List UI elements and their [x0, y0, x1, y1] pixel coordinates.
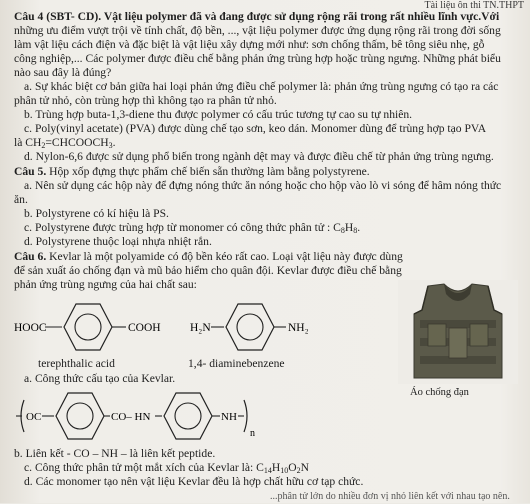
kevlar-structure [14, 388, 264, 444]
q4-option-a-line-1: a. Sự khác biệt cơ bản giữa hai loại phản ứng điều chế polymer là: phản ứng trùng ngưng có tạo ra các [24, 80, 499, 93]
q5-option-b: b. Polystyrene có kí hiệu là PS. [24, 207, 169, 220]
header-note: Tài liệu ôn thi TN.THPT [424, 0, 524, 11]
q4-option-c-line-1: c. Poly(vinyl acetate) (PVA) được dùng chế tạo sơn, keo dán. Monomer dùng để trùng hợp tạo PVA [24, 122, 487, 135]
diaminebenzene-label: 1,4- diaminebenzene [188, 357, 285, 370]
q6-line-1-rest: Kevlar là một polyamide có độ bền kéo rất cao. Loại vật liệu này được dùng [46, 250, 403, 263]
q4-line-2: những ưu điểm vượt trội về tính chất, độ bền, ..., vật liệu polymer được ứng dụng rộng rãi trong đời sống [14, 24, 501, 37]
kevlar-middle-group: CO– HN [111, 411, 151, 423]
terephthalic-acid-structure [14, 300, 164, 352]
q5-option-d: d. Polystyrene thuộc loại nhựa nhiệt rắn. [24, 235, 212, 248]
q5-number: Câu 5. [14, 165, 47, 178]
diaminebenzene-structure [190, 300, 320, 352]
q5-option-c: c. Polystyrene được trùng hợp từ monomer có công thức phân tử : $C_8H_8$. [24, 221, 361, 235]
q5-line-1-rest: Hộp xốp đựng thực phẩm chế biến sẵn thường làm bằng polystyrene. [46, 165, 370, 178]
q6-line-2: để sản xuất áo chống đạn và mũ bảo hiểm cho quân đội. Kevlar được điều chế bằng [14, 264, 402, 277]
q5-option-a-line-1: a. Nên sử dụng các hộp này để đựng nóng thức ăn nóng hoặc cho hộp vào lò vi sóng để hâm nóng thức [24, 179, 502, 192]
q4-line-3: làm vật liệu cách điện và đặc biệt là vật liệu xây dựng mới như: sơn chống thấm, bê tông siêu nhẹ, gỗ [14, 38, 485, 51]
kevlar-nh-group: NH [221, 411, 237, 423]
kevlar-n-subscript: n [250, 428, 255, 439]
diamine-right-group: NH₂ [288, 322, 309, 334]
q6-option-a: a. Công thức cấu tạo của Kevlar. [24, 372, 176, 385]
q6-option-b: b. Liên kết - CO – NH – là liên kết peptide. [14, 447, 216, 460]
q4-option-b: b. Trùng hợp buta-1,3-diene thu được polymer có cấu trúc tương tự cao su tự nhiên. [24, 108, 413, 121]
q4-option-a-line-2: phân tử nhỏ, còn trùng hợp thì không tạo ra phân tử nhỏ. [14, 94, 277, 107]
q6-line-3: phản ứng trùng ngưng của hai chất sau: [14, 278, 197, 291]
q4-line-4: công nghiệp,... Các polymer được điều chế bằng phản ứng trùng hợp hoặc trùng ngưng. Những phát biểu [14, 52, 501, 65]
photo-caption: Áo chống đạn [410, 387, 469, 398]
q6-option-c: c. Công thức phân tử một mắt xích của Kevlar là: $C_{14}H_{10}O_2N$ [24, 461, 309, 475]
q4-option-d: d. Nylon-6,6 được sử dụng phổ biến trong ngành dệt may và được điều chế từ phản ứng trùng ngưng. [24, 150, 494, 163]
q6-option-d: d. Các monomer tạo nên vật liệu Kevlar đều là hợp chất hữu cơ tạp chức. [24, 475, 364, 488]
q5-line-1 [14, 165, 370, 179]
terephthalic-acid-label: terephthalic acid [38, 357, 115, 370]
q4-option-c-line-2: là $CH_2=CHCOOCH_3$. [14, 136, 116, 150]
q6-line-1 [14, 250, 403, 264]
cut-off-line: ...phân tử lớn do nhiều đơn vị nhỏ liên kết với nhau tạo nên. [270, 491, 510, 502]
bulletproof-vest-photo [398, 280, 518, 402]
q4-line-1: Câu 4 (SBT- CD). Vật liệu polymer đã và đang được sử dụng rộng rãi trong rất nhiều lĩnh vực.Với [14, 10, 500, 23]
terephthalic-right-group: COOH [128, 322, 161, 334]
kevlar-oc-group: OC [26, 411, 42, 423]
q4-line-5: nào sau đây là đúng? [14, 66, 112, 79]
terephthalic-left-group: HOOC [14, 322, 47, 334]
q5-option-a-line-2: ăn. [14, 193, 28, 206]
diamine-left-group: H₂N [190, 322, 211, 334]
q6-number: Câu 6. [14, 250, 47, 263]
